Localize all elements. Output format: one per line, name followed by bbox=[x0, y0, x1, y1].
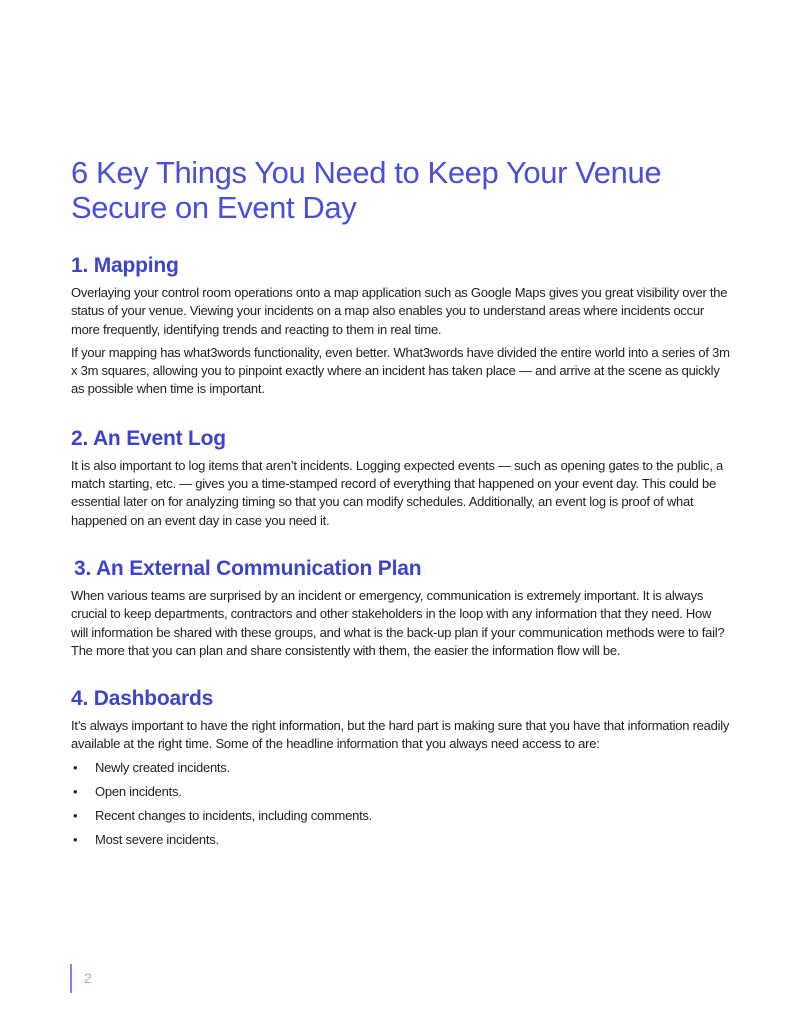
section-external-communication-plan bbox=[71, 556, 731, 660]
bullet-icon: • bbox=[73, 759, 78, 775]
section-heading: 3. An External Communication Plan bbox=[74, 556, 422, 580]
section-heading: 2. An Event Log bbox=[71, 426, 226, 450]
section-mapping bbox=[71, 253, 731, 399]
section-dashboards bbox=[71, 686, 731, 849]
bullet-icon: • bbox=[73, 783, 78, 799]
document-page bbox=[71, 155, 731, 855]
list-item bbox=[71, 783, 731, 801]
list-item-text: Open incidents. bbox=[95, 783, 182, 799]
section-heading: 1. Mapping bbox=[71, 254, 179, 277]
list-item-text: Recent changes to incidents, including comments. bbox=[95, 807, 373, 823]
section-paragraph: If your mapping has what3words functionality, even better. What3words have divided the entire world into a series of 3m x 3m squares, allowing you to pinpoint exactly where an incident has taken place — and arrive at the scene as quickly as possible when time is important. bbox=[71, 344, 730, 397]
section-paragraph: It’s always important to have the right information, but the hard part is making sure that you have that information readily available at the right time. Some of the headline information that you always need access to are: bbox=[71, 718, 730, 752]
list-item-text: Most severe incidents. bbox=[95, 831, 219, 847]
page-number: 2 bbox=[84, 970, 92, 986]
list-item bbox=[71, 807, 731, 825]
section-heading: 4. Dashboards bbox=[71, 687, 214, 711]
section-paragraph: Overlaying your control room operations onto a map application such as Google Maps gives you great visibility over the status of your venue. Viewing your incidents on a map also enables you to understand areas where incidents occur more frequently, identifying trends and reacting to them in real time. bbox=[71, 285, 728, 337]
bullet-icon: • bbox=[73, 831, 78, 847]
section-paragraph: It is also important to log items that aren’t incidents. Logging expected events — such as opening gates to the public, a match starting, etc. — gives you a time-stamped record of everything that happened on your event day. This could be essential later on for analyzing timing so that you can modify schedules. Additionally, an event log is proof of what happened on an event day in case you need it. bbox=[71, 457, 723, 528]
bullet-icon: • bbox=[73, 807, 78, 823]
list-item bbox=[71, 759, 731, 777]
section-paragraph: When various teams are surprised by an incident or emergency, communication is extremely important. It is always crucial to keep departments, contractors and other stakeholders in the loop with any information that they need. How will information be shared with these groups, and what is the back-up plan if your communication methods were to fail? The more that you can plan and share consistently with them, the easier the information flow will be. bbox=[71, 587, 725, 658]
section-event-log bbox=[71, 426, 731, 530]
list-item-text: Newly created incidents. bbox=[95, 759, 230, 775]
page-footer bbox=[70, 964, 92, 993]
document-title: 6 Key Things You Need to Keep Your Venue Secure on Event Day bbox=[71, 155, 662, 225]
list-item bbox=[71, 831, 731, 849]
bullet-list bbox=[71, 759, 731, 849]
